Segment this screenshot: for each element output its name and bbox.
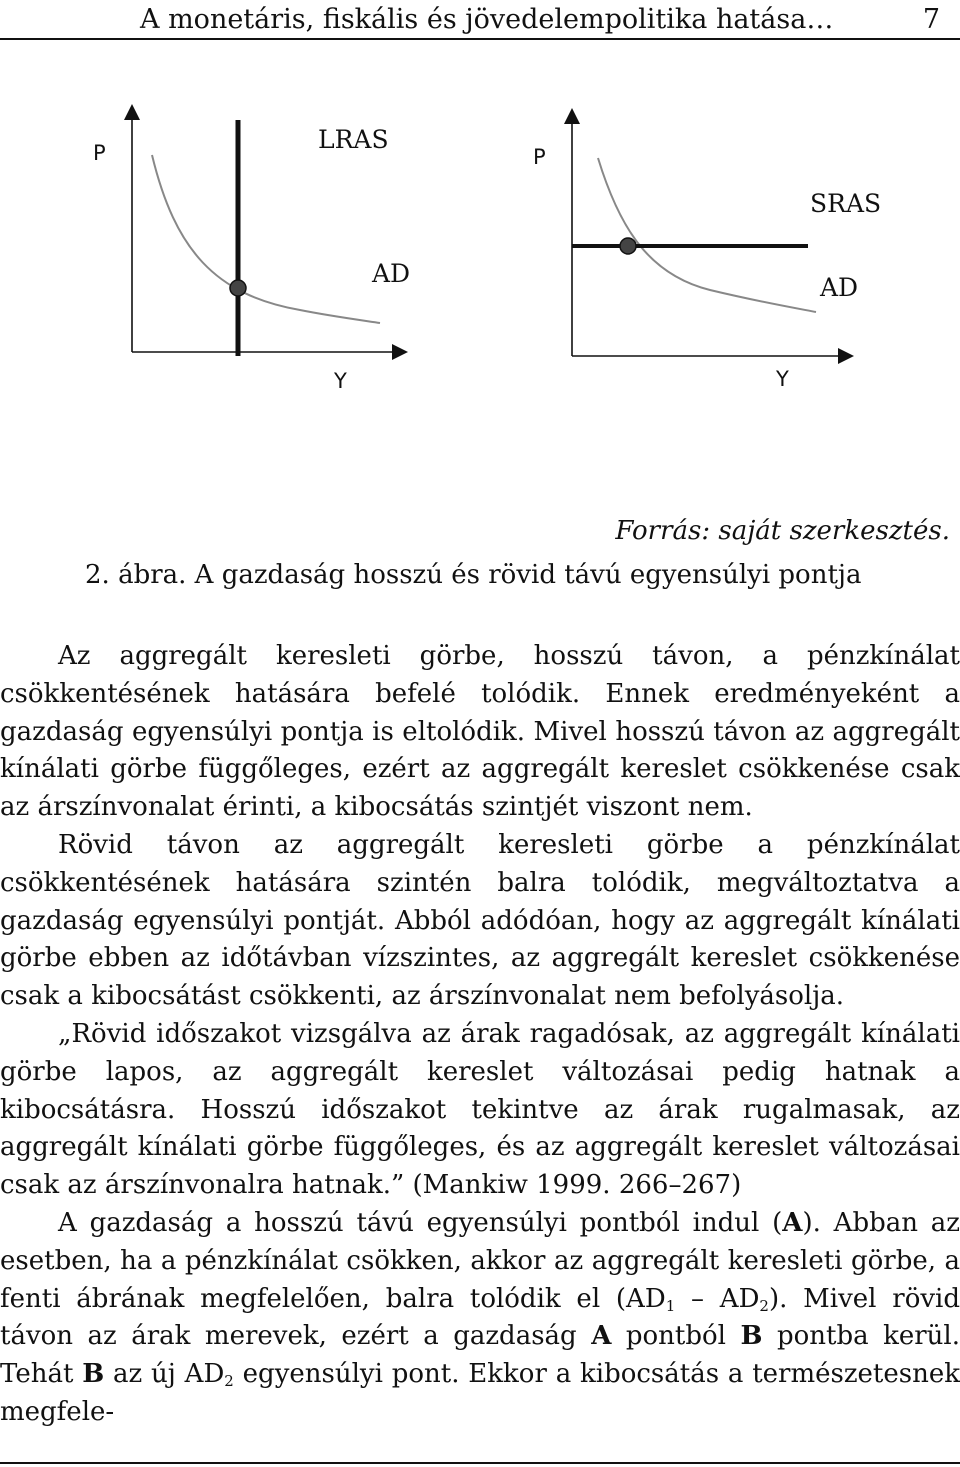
header-rule bbox=[0, 38, 960, 40]
footer-rule bbox=[0, 1462, 960, 1464]
right-x-axis-label: Y bbox=[776, 367, 789, 391]
left-x-axis-label: Y bbox=[334, 369, 347, 393]
page-number: 7 bbox=[922, 4, 940, 35]
body-text bbox=[0, 638, 960, 1432]
left-ad-curve bbox=[152, 155, 380, 323]
right-graph bbox=[533, 116, 881, 391]
figure-2 bbox=[0, 90, 960, 410]
paragraph-3-quote: „Rövid időszakot vizsgálva az árak ragadósak, az aggregált kínálati görbe lapos, az aggregált kereslet változásai pedig hatnak a kibocsátásra. Hosszú időszakot tekintve az árak rugalmasak, az aggregált kínálati görbe függőleges, és az aggregált kereslet változásai csak az árszínvonalra hatnak.” (Mankiw 1999. 266–267) bbox=[0, 1018, 960, 1201]
left-graph bbox=[93, 112, 410, 393]
paragraph-1: Az aggregált keresleti görbe, hosszú távon, a pénzkínálat csökkentésének hatására befelé tolódik. Ennek eredményeként a gazdaság egyensúlyi pontja is eltolódik. Mivel hosszú távon az aggregált kínálati görbe függőleges, ezért az aggregált kereslet csökkenése csak az árszínvonalat érinti, a kibocsátás szintjét viszont nem. bbox=[0, 641, 960, 823]
right-y-axis-label: P bbox=[533, 145, 546, 169]
right-ad-curve bbox=[598, 158, 816, 312]
figure-caption: 2. ábra. A gazdaság hosszú és rövid távú egyensúlyi pontja bbox=[85, 560, 862, 590]
running-title: A monetáris, fiskális és jövedelempolitika hatása… bbox=[140, 4, 834, 35]
lras-label: LRAS bbox=[318, 125, 389, 154]
page-header bbox=[0, 0, 960, 40]
left-equilibrium-point bbox=[230, 280, 246, 296]
paragraph-2: Rövid távon az aggregált keresleti görbe a pénzkínálat csökkentésének hatására szintén balra tolódik, megváltoztatva a gazdaság egyensúlyi pontját. Abból adódóan, hogy az aggregált kínálati görbe ebben az időtávban vízszintes, az aggregált kereslet csökkenése csak a kibocsátást csökkenti, az árszínvonalat nem befolyásolja. bbox=[0, 829, 960, 1012]
right-ad-label: AD bbox=[820, 273, 859, 302]
sras-label: SRAS bbox=[810, 189, 882, 218]
right-equilibrium-point bbox=[620, 238, 636, 254]
figure-source: Forrás: saját szerkesztés. bbox=[615, 516, 950, 546]
paragraph-4: A gazdaság a hosszú távú egyensúlyi pontból indul (A). Abban az esetben, ha a pénzkínálat csökken, akkor az aggregált keresleti görbe, a fenti ábrának megfelelően, balra tolódik el $(AD_1 - AD_2)$. Mivel rövid távon az árak merevek, ezért a gazdaság A pontból B pontba kerül. Tehát B az új $AD_2$ egyensúlyi pont. Ekkor a kibocsátás a természetesnek megfele- bbox=[0, 1207, 960, 1427]
left-y-axis-label: P bbox=[93, 141, 106, 165]
left-ad-label: AD bbox=[372, 259, 411, 288]
